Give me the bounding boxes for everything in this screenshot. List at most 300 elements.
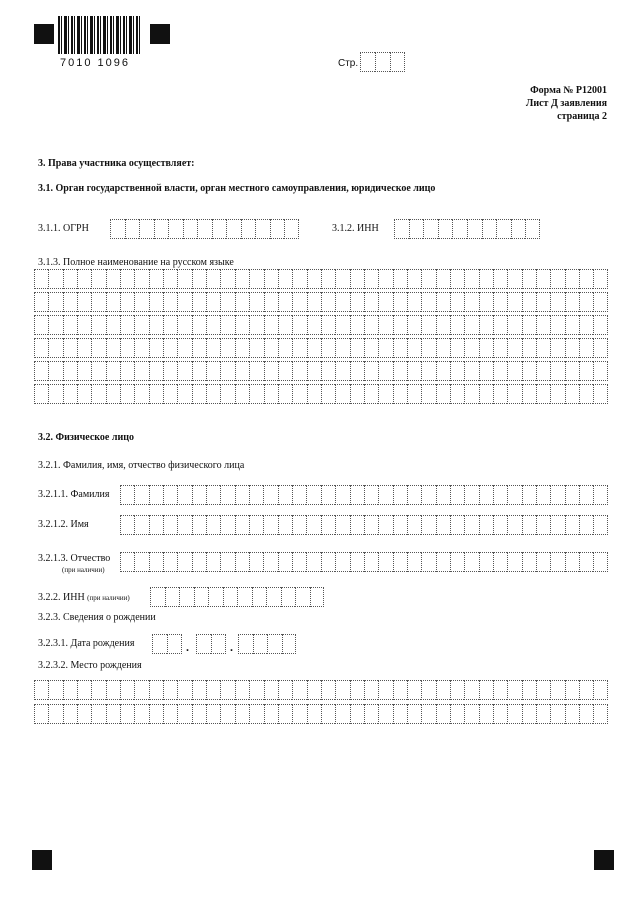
input-cell[interactable] (63, 269, 77, 289)
input-cell[interactable] (364, 269, 378, 289)
input-cell[interactable] (106, 384, 120, 404)
input-cell[interactable] (321, 315, 335, 335)
input-cell[interactable] (450, 680, 464, 700)
input-cell[interactable] (522, 269, 536, 289)
input-cell[interactable] (106, 338, 120, 358)
input-cell[interactable] (292, 552, 306, 572)
input-cell[interactable] (421, 384, 435, 404)
input-cell[interactable] (493, 315, 507, 335)
input-cell[interactable] (134, 384, 148, 404)
input-cell[interactable] (565, 384, 579, 404)
input-cell[interactable] (48, 680, 62, 700)
input-cell[interactable] (407, 269, 421, 289)
input-cell[interactable] (364, 680, 378, 700)
input-cell[interactable] (350, 485, 364, 505)
input-cell[interactable] (593, 485, 607, 505)
input-cell[interactable] (479, 292, 493, 312)
input-cell[interactable] (479, 315, 493, 335)
input-cell[interactable] (579, 269, 593, 289)
input-cell[interactable] (149, 515, 163, 535)
input-cell[interactable] (378, 361, 392, 381)
input-cell[interactable] (163, 515, 177, 535)
input-cell[interactable] (522, 384, 536, 404)
input-cell[interactable] (77, 680, 91, 700)
input-cell[interactable] (120, 680, 134, 700)
input-cell[interactable] (335, 269, 349, 289)
input-cell[interactable] (77, 315, 91, 335)
input-cell[interactable] (206, 552, 220, 572)
input-cell[interactable] (278, 515, 292, 535)
input-cell[interactable] (264, 315, 278, 335)
input-cell[interactable] (536, 515, 550, 535)
input-cell[interactable] (579, 485, 593, 505)
input-cell[interactable] (194, 587, 209, 607)
input-cell[interactable] (77, 704, 91, 724)
input-cell[interactable] (249, 361, 263, 381)
input-cell[interactable] (450, 361, 464, 381)
input-cell[interactable] (536, 680, 550, 700)
input-cell[interactable] (249, 269, 263, 289)
input-cell[interactable] (63, 315, 77, 335)
input-cell[interactable] (206, 515, 220, 535)
input-cell[interactable] (134, 338, 148, 358)
input-cell[interactable] (179, 587, 194, 607)
birth-year-field[interactable] (238, 634, 296, 654)
input-cell[interactable] (522, 485, 536, 505)
input-cell[interactable] (522, 361, 536, 381)
input-cell[interactable] (77, 361, 91, 381)
input-cell[interactable] (295, 587, 310, 607)
input-cell[interactable] (407, 361, 421, 381)
input-cell[interactable] (550, 384, 564, 404)
input-cell[interactable] (264, 292, 278, 312)
input-cell[interactable] (436, 338, 450, 358)
full-name-row[interactable] (34, 269, 608, 289)
input-cell[interactable] (479, 552, 493, 572)
input-cell[interactable] (393, 485, 407, 505)
input-cell[interactable] (34, 269, 48, 289)
full-name-row[interactable] (34, 315, 608, 335)
input-cell[interactable] (522, 515, 536, 535)
input-cell[interactable] (192, 704, 206, 724)
input-cell[interactable] (220, 552, 234, 572)
input-cell[interactable] (192, 315, 206, 335)
input-cell[interactable] (464, 292, 478, 312)
input-cell[interactable] (493, 292, 507, 312)
input-cell[interactable] (278, 269, 292, 289)
input-cell[interactable] (163, 552, 177, 572)
input-cell[interactable] (536, 485, 550, 505)
input-cell[interactable] (407, 384, 421, 404)
input-cell[interactable] (436, 552, 450, 572)
input-cell[interactable] (436, 680, 450, 700)
input-cell[interactable] (364, 515, 378, 535)
input-cell[interactable] (321, 552, 335, 572)
input-cell[interactable] (464, 704, 478, 724)
input-cell[interactable] (579, 680, 593, 700)
input-cell[interactable] (579, 704, 593, 724)
full-name-row[interactable] (34, 361, 608, 381)
input-cell[interactable] (565, 269, 579, 289)
input-cell[interactable] (134, 269, 148, 289)
input-cell[interactable] (48, 361, 62, 381)
input-cell[interactable] (134, 485, 148, 505)
input-cell[interactable] (479, 515, 493, 535)
input-cell[interactable] (91, 704, 105, 724)
input-cell[interactable] (220, 361, 234, 381)
input-cell[interactable] (479, 680, 493, 700)
input-cell[interactable] (550, 704, 564, 724)
input-cell[interactable] (177, 680, 191, 700)
input-cell[interactable] (593, 361, 607, 381)
input-cell[interactable] (106, 361, 120, 381)
input-cell[interactable] (421, 680, 435, 700)
input-cell[interactable] (278, 338, 292, 358)
input-cell[interactable] (264, 361, 278, 381)
input-cell[interactable] (149, 552, 163, 572)
input-cell[interactable] (206, 269, 220, 289)
input-cell[interactable] (565, 292, 579, 312)
input-cell[interactable] (464, 361, 478, 381)
input-cell[interactable] (364, 315, 378, 335)
page-number-cells[interactable] (360, 52, 405, 72)
input-cell[interactable] (91, 269, 105, 289)
input-cell[interactable] (249, 485, 263, 505)
full-name-row[interactable] (34, 384, 608, 404)
input-cell[interactable] (364, 384, 378, 404)
input-cell[interactable] (393, 384, 407, 404)
input-cell[interactable] (134, 292, 148, 312)
input-cell[interactable] (307, 680, 321, 700)
input-cell[interactable] (364, 485, 378, 505)
input-cell[interactable] (421, 269, 435, 289)
input-cell[interactable] (579, 292, 593, 312)
input-cell[interactable] (192, 384, 206, 404)
input-cell[interactable] (407, 292, 421, 312)
input-cell[interactable] (220, 292, 234, 312)
input-cell[interactable] (593, 338, 607, 358)
input-cell[interactable] (550, 680, 564, 700)
input-cell[interactable] (264, 269, 278, 289)
input-cell[interactable] (450, 704, 464, 724)
input-cell[interactable] (522, 338, 536, 358)
input-cell[interactable] (593, 552, 607, 572)
input-cell[interactable] (550, 485, 564, 505)
input-cell[interactable] (464, 338, 478, 358)
input-cell[interactable] (378, 515, 392, 535)
input-cell[interactable] (292, 315, 306, 335)
input-cell[interactable] (220, 269, 234, 289)
input-cell[interactable] (206, 680, 220, 700)
input-cell[interactable] (350, 515, 364, 535)
input-cell[interactable] (364, 704, 378, 724)
input-cell[interactable] (163, 338, 177, 358)
input-cell[interactable] (206, 292, 220, 312)
input-cell[interactable] (63, 384, 77, 404)
input-cell[interactable] (565, 704, 579, 724)
input-cell[interactable] (436, 485, 450, 505)
input-cell[interactable] (177, 552, 191, 572)
input-cell[interactable] (421, 292, 435, 312)
input-cell[interactable] (479, 704, 493, 724)
input-cell[interactable] (91, 292, 105, 312)
input-cell[interactable] (464, 680, 478, 700)
input-cell[interactable] (335, 485, 349, 505)
input-cell[interactable] (91, 384, 105, 404)
input-cell[interactable] (292, 704, 306, 724)
input-cell[interactable] (220, 384, 234, 404)
input-cell[interactable] (393, 515, 407, 535)
input-cell[interactable] (264, 680, 278, 700)
input-cell[interactable] (266, 587, 281, 607)
inn-field[interactable] (394, 219, 540, 239)
input-cell[interactable] (507, 485, 521, 505)
input-cell[interactable] (192, 485, 206, 505)
input-cell[interactable] (493, 269, 507, 289)
input-cell[interactable] (278, 384, 292, 404)
input-cell[interactable] (522, 704, 536, 724)
input-cell[interactable] (579, 552, 593, 572)
input-cell[interactable] (263, 552, 277, 572)
input-cell[interactable] (350, 315, 364, 335)
input-cell[interactable] (464, 315, 478, 335)
input-cell[interactable] (479, 338, 493, 358)
input-cell[interactable] (192, 361, 206, 381)
input-cell[interactable] (249, 704, 263, 724)
input-cell[interactable] (593, 269, 607, 289)
input-cell[interactable] (579, 338, 593, 358)
input-cell[interactable] (149, 315, 163, 335)
input-cell[interactable] (321, 292, 335, 312)
input-cell[interactable] (120, 552, 134, 572)
input-cell[interactable] (220, 485, 234, 505)
input-cell[interactable] (192, 269, 206, 289)
input-cell[interactable] (421, 552, 435, 572)
input-cell[interactable] (493, 680, 507, 700)
input-cell[interactable] (522, 680, 536, 700)
input-cell[interactable] (149, 704, 163, 724)
input-cell[interactable] (307, 338, 321, 358)
input-cell[interactable] (177, 704, 191, 724)
input-cell[interactable] (335, 680, 349, 700)
input-cell[interactable] (120, 338, 134, 358)
input-cell[interactable] (393, 315, 407, 335)
input-cell[interactable] (106, 704, 120, 724)
input-cell[interactable] (235, 384, 249, 404)
input-cell[interactable] (165, 587, 180, 607)
input-cell[interactable] (421, 704, 435, 724)
input-cell[interactable] (321, 338, 335, 358)
input-cell[interactable] (48, 338, 62, 358)
input-cell[interactable] (192, 292, 206, 312)
input-cell[interactable] (393, 338, 407, 358)
input-cell[interactable] (321, 704, 335, 724)
input-cell[interactable] (177, 315, 191, 335)
input-cell[interactable] (63, 338, 77, 358)
input-cell[interactable] (34, 704, 48, 724)
input-cell[interactable] (565, 680, 579, 700)
input-cell[interactable] (77, 269, 91, 289)
input-cell[interactable] (378, 704, 392, 724)
input-cell[interactable] (150, 587, 165, 607)
input-cell[interactable] (522, 552, 536, 572)
input-cell[interactable] (550, 515, 564, 535)
input-cell[interactable] (163, 315, 177, 335)
input-cell[interactable] (235, 338, 249, 358)
input-cell[interactable] (493, 485, 507, 505)
input-cell[interactable] (77, 384, 91, 404)
input-cell[interactable] (63, 704, 77, 724)
input-cell[interactable] (350, 680, 364, 700)
input-cell[interactable] (292, 361, 306, 381)
input-cell[interactable] (393, 292, 407, 312)
input-cell[interactable] (292, 384, 306, 404)
input-cell[interactable] (34, 361, 48, 381)
input-cell[interactable] (565, 361, 579, 381)
input-cell[interactable] (378, 315, 392, 335)
input-cell[interactable] (120, 384, 134, 404)
input-cell[interactable] (335, 704, 349, 724)
input-cell[interactable] (407, 315, 421, 335)
input-cell[interactable] (149, 485, 163, 505)
input-cell[interactable] (321, 485, 335, 505)
input-cell[interactable] (350, 361, 364, 381)
input-cell[interactable] (249, 292, 263, 312)
input-cell[interactable] (493, 361, 507, 381)
full-name-row[interactable] (34, 292, 608, 312)
input-cell[interactable] (34, 384, 48, 404)
birth-month-field[interactable] (196, 634, 226, 654)
input-cell[interactable] (507, 338, 521, 358)
input-cell[interactable] (421, 361, 435, 381)
input-cell[interactable] (335, 292, 349, 312)
input-cell[interactable] (134, 552, 148, 572)
input-cell[interactable] (335, 361, 349, 381)
input-cell[interactable] (235, 485, 249, 505)
input-cell[interactable] (263, 485, 277, 505)
input-cell[interactable] (192, 338, 206, 358)
input-cell[interactable] (34, 680, 48, 700)
input-cell[interactable] (177, 269, 191, 289)
input-cell[interactable] (206, 704, 220, 724)
input-cell[interactable] (48, 384, 62, 404)
input-cell[interactable] (378, 680, 392, 700)
input-cell[interactable] (464, 515, 478, 535)
input-cell[interactable] (63, 361, 77, 381)
input-cell[interactable] (565, 338, 579, 358)
input-cell[interactable] (306, 515, 320, 535)
input-cell[interactable] (593, 384, 607, 404)
input-cell[interactable] (120, 292, 134, 312)
input-cell[interactable] (335, 515, 349, 535)
input-cell[interactable] (464, 485, 478, 505)
inn-person-field[interactable] (150, 587, 324, 607)
input-cell[interactable] (149, 384, 163, 404)
input-cell[interactable] (407, 680, 421, 700)
input-cell[interactable] (421, 515, 435, 535)
input-cell[interactable] (407, 552, 421, 572)
input-cell[interactable] (264, 704, 278, 724)
input-cell[interactable] (522, 292, 536, 312)
input-cell[interactable] (163, 361, 177, 381)
input-cell[interactable] (507, 680, 521, 700)
input-cell[interactable] (91, 680, 105, 700)
input-cell[interactable] (350, 552, 364, 572)
input-cell[interactable] (393, 552, 407, 572)
input-cell[interactable] (493, 704, 507, 724)
input-cell[interactable] (507, 292, 521, 312)
input-cell[interactable] (264, 338, 278, 358)
input-cell[interactable] (177, 515, 191, 535)
input-cell[interactable] (350, 338, 364, 358)
input-cell[interactable] (264, 384, 278, 404)
input-cell[interactable] (378, 338, 392, 358)
input-cell[interactable] (507, 384, 521, 404)
input-cell[interactable] (393, 361, 407, 381)
input-cell[interactable] (364, 292, 378, 312)
input-cell[interactable] (450, 338, 464, 358)
input-cell[interactable] (278, 485, 292, 505)
input-cell[interactable] (278, 680, 292, 700)
input-cell[interactable] (350, 292, 364, 312)
input-cell[interactable] (565, 515, 579, 535)
patronymic-field[interactable] (120, 552, 608, 572)
input-cell[interactable] (407, 338, 421, 358)
input-cell[interactable] (192, 680, 206, 700)
input-cell[interactable] (120, 704, 134, 724)
input-cell[interactable] (450, 292, 464, 312)
input-cell[interactable] (292, 485, 306, 505)
birth-place-row[interactable] (34, 704, 608, 724)
full-name-row[interactable] (34, 338, 608, 358)
input-cell[interactable] (378, 384, 392, 404)
input-cell[interactable] (278, 552, 292, 572)
input-cell[interactable] (106, 680, 120, 700)
input-cell[interactable] (192, 515, 206, 535)
input-cell[interactable] (593, 292, 607, 312)
input-cell[interactable] (278, 292, 292, 312)
input-cell[interactable] (321, 361, 335, 381)
input-cell[interactable] (364, 552, 378, 572)
input-cell[interactable] (120, 361, 134, 381)
ogrn-field[interactable] (110, 219, 299, 239)
input-cell[interactable] (34, 292, 48, 312)
input-cell[interactable] (163, 704, 177, 724)
input-cell[interactable] (91, 315, 105, 335)
input-cell[interactable] (306, 552, 320, 572)
input-cell[interactable] (249, 384, 263, 404)
input-cell[interactable] (307, 361, 321, 381)
input-cell[interactable] (177, 361, 191, 381)
input-cell[interactable] (249, 680, 263, 700)
input-cell[interactable] (479, 384, 493, 404)
input-cell[interactable] (464, 552, 478, 572)
input-cell[interactable] (450, 515, 464, 535)
input-cell[interactable] (48, 269, 62, 289)
input-cell[interactable] (310, 587, 325, 607)
input-cell[interactable] (192, 552, 206, 572)
surname-field[interactable] (120, 485, 608, 505)
input-cell[interactable] (536, 384, 550, 404)
input-cell[interactable] (479, 485, 493, 505)
input-cell[interactable] (163, 384, 177, 404)
input-cell[interactable] (579, 361, 593, 381)
input-cell[interactable] (593, 515, 607, 535)
input-cell[interactable] (536, 315, 550, 335)
input-cell[interactable] (163, 485, 177, 505)
input-cell[interactable] (235, 269, 249, 289)
input-cell[interactable] (493, 384, 507, 404)
